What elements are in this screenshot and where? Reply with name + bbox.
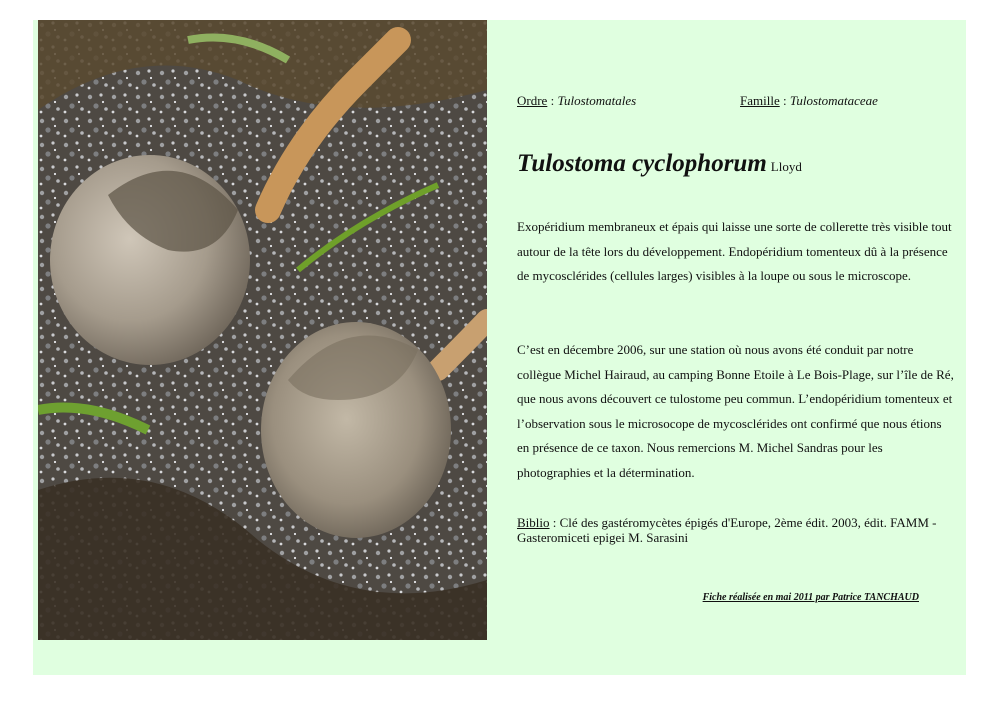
order-label: Ordre [517, 93, 548, 108]
species-title [517, 150, 802, 178]
species-author: Lloyd [770, 159, 802, 174]
biblio-text: Clé des gastéromycètes épigés d'Europe, 2ème édit. 2003, édit. FAMM - Gasteromiceti epigei M. Sarasini [517, 515, 937, 545]
mushroom-photo-illustration [38, 20, 487, 640]
mushroom-photo [38, 20, 487, 640]
family-value: Tulostomataceae [789, 93, 878, 108]
description-paragraph-2: C’est en décembre 2006, sur une station où nous avons été conduit par notre collègue Michel Hairaud, au camping Bonne Etoile à Le Bois-Plage, sur l’île de Ré, que nous avons découvert ce tulostome peu commun. L’endopéridium tomenteux et l’observation sous le microsocope de mycosclérides ont confirmé que nous étions en présence de ce taxon. Nous remercions M. Michel Sandras pour les photographies et la détermination. [517, 342, 954, 480]
bibliography: Biblio : Clé des gastéromycètes épigés d'Europe, 2ème édit. 2003, édit. FAMM - Gasteromiceti epigei M. Sarasini [517, 515, 937, 545]
order-value: Tulostomatales [557, 93, 637, 108]
description-paragraph-1: Exopéridium membraneux et épais qui laisse une sorte de collerette très visible tout autour de la tête lors du développement. Endopéridium tomenteux dû à la présence de mycosclérides (cellules larges) visibles à la loupe ou sous le microscope. [517, 219, 952, 283]
specimen-sheet [33, 20, 966, 675]
order-line: Ordre : Tulostomatales [517, 93, 637, 108]
species-name: Tulostoma cyclophorum [517, 150, 767, 177]
family-line: Famille : Tulostomataceae [740, 93, 878, 108]
biblio-label: Biblio [517, 515, 550, 530]
family-label: Famille [740, 93, 780, 108]
description-panel [517, 20, 957, 660]
author-signature: Fiche réalisée en mai 2011 par Patrice TANCHAUD [702, 592, 919, 603]
